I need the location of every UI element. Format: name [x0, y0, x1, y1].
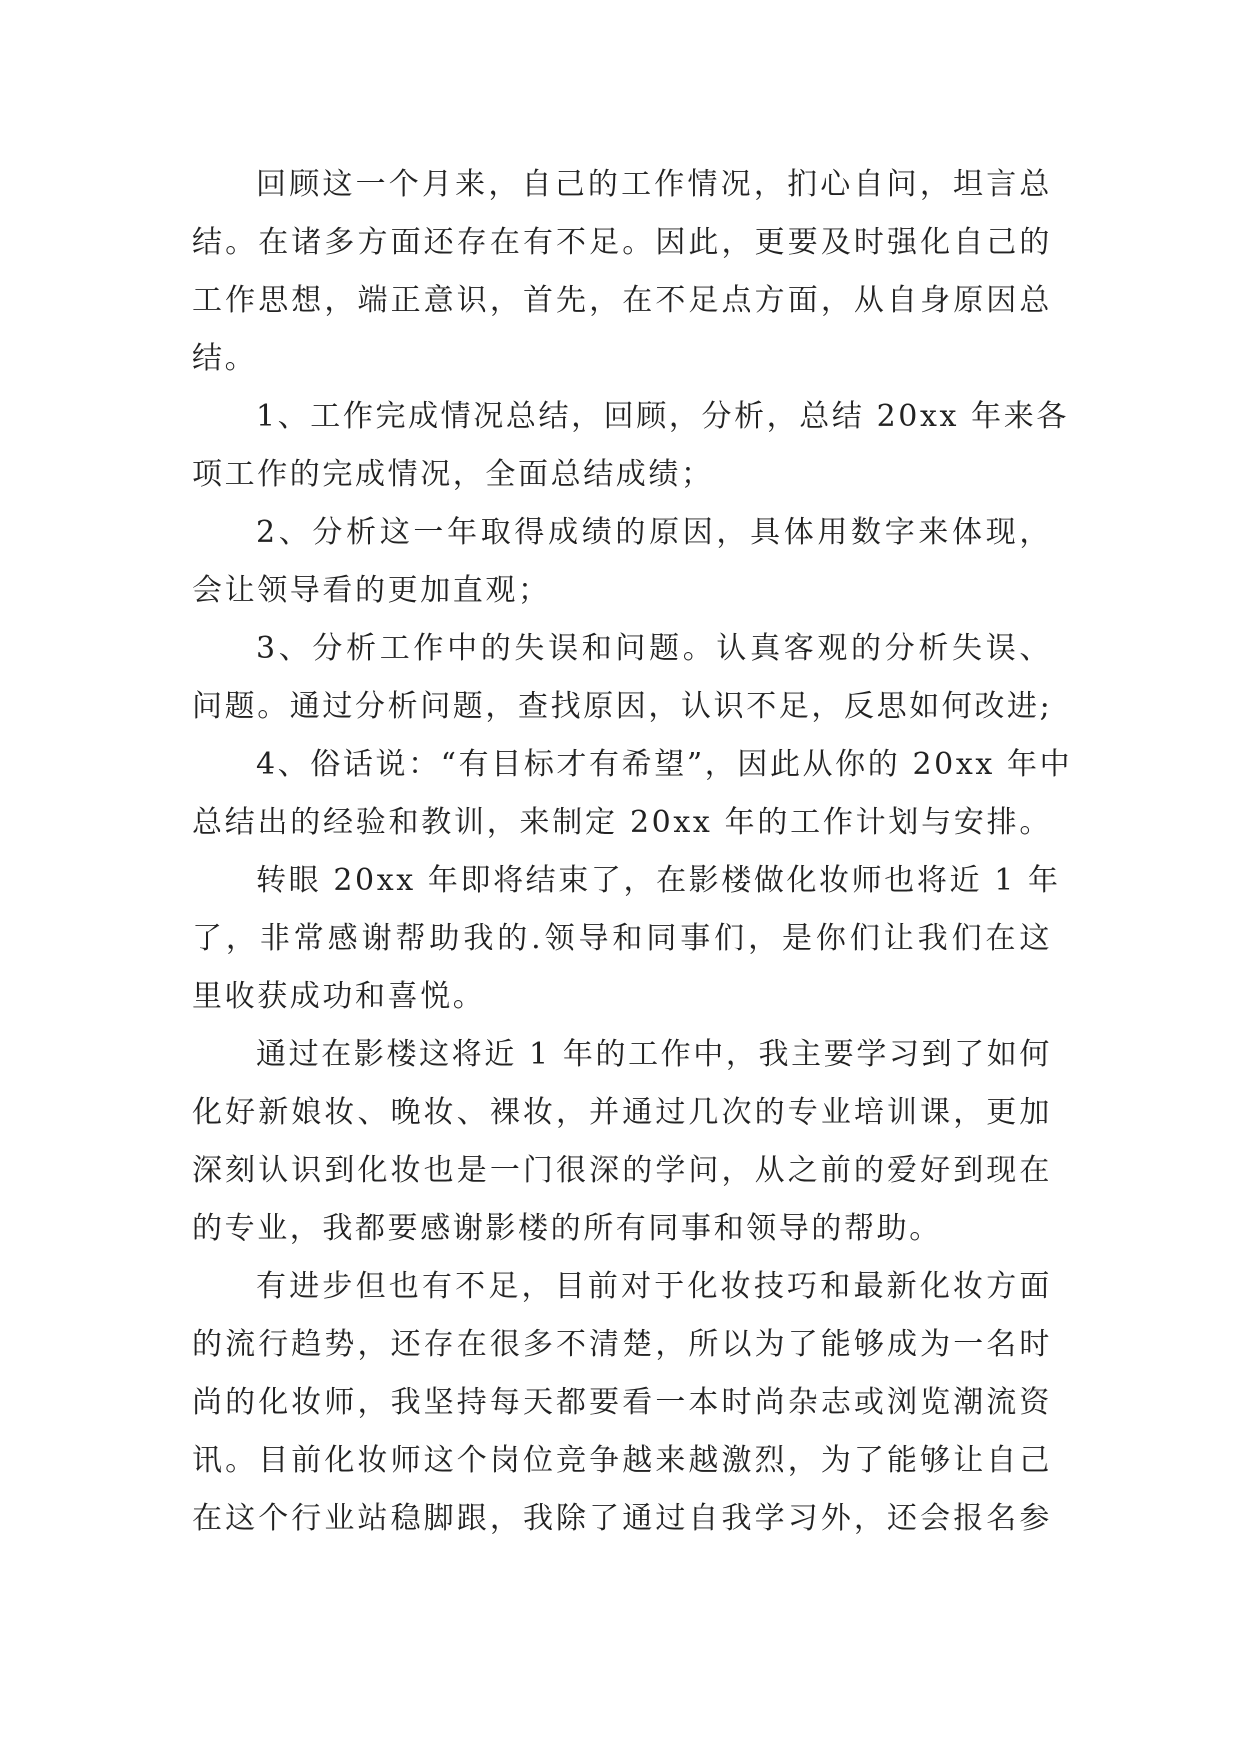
text-line: 了，非常感谢帮助我的.领导和同事们，是你们让我们在这 — [192, 921, 1052, 956]
list-item-3 — [192, 620, 1052, 736]
text-line: 总结出的经验和教训，来制定 20xx 年的工作计划与安排。 — [192, 805, 1052, 840]
text-line: 1、工作完成情况总结，回顾，分析，总结 20xx 年来各 — [256, 399, 1069, 434]
text-line: 在这个行业站稳脚跟，我除了通过自我学习外，还会报名参 — [192, 1501, 1052, 1536]
list-item-1 — [192, 388, 1069, 504]
text-line: 回顾这一个月来，自己的工作情况，扪心自问，坦言总 — [256, 167, 1052, 202]
text-line: 的专业，我都要感谢影楼的所有同事和领导的帮助。 — [192, 1211, 942, 1246]
text-line: 转眼 20xx 年即将结束了，在影楼做化妆师也将近 1 年 — [256, 863, 1061, 898]
text-line: 问题。通过分析问题，查找原因，认识不足，反思如何改进; — [192, 689, 1053, 724]
text-line: 讯。目前化妆师这个岗位竞争越来越激烈，为了能够让自己 — [192, 1443, 1052, 1478]
text-line: 结。 — [192, 341, 258, 376]
list-item-2 — [192, 504, 1052, 620]
paragraph-shortcomings — [192, 1258, 1052, 1548]
text-line: 有进步但也有不足，目前对于化妆技巧和最新化妆方面 — [256, 1269, 1052, 1304]
text-line: 4、俗话说：“有目标才有希望”，因此从你的 20xx 年中 — [256, 747, 1073, 782]
text-line: 工作思想，端正意识，首先，在不足点方面，从自身原因总 — [192, 283, 1052, 318]
text-line: 会让领导看的更加直观； — [192, 573, 551, 608]
text-line: 深刻认识到化妆也是一门很深的学问，从之前的爱好到现在 — [192, 1153, 1052, 1188]
document-body — [192, 156, 1073, 1548]
text-line: 的流行趋势，还存在很多不清楚，所以为了能够成为一名时 — [192, 1327, 1052, 1362]
text-line: 3、分析工作中的失误和问题。认真客观的分析失误、 — [256, 631, 1052, 666]
paragraph-reflection-intro — [192, 156, 1052, 388]
text-line: 里收获成功和喜悦。 — [192, 979, 486, 1014]
text-line: 结。在诸多方面还存在有不足。因此，更要及时强化自己的 — [192, 225, 1052, 260]
paragraph-learning — [192, 1026, 1052, 1258]
text-line: 尚的化妆师，我坚持每天都要看一本时尚杂志或浏览潮流资 — [192, 1385, 1052, 1420]
text-line: 通过在影楼这将近 1 年的工作中，我主要学习到了如何 — [256, 1037, 1052, 1072]
text-line: 化好新娘妆、晚妆、裸妆，并通过几次的专业培训课，更加 — [192, 1095, 1052, 1130]
list-item-4 — [192, 736, 1073, 852]
paragraph-year-ending — [192, 852, 1061, 1026]
text-line: 项工作的完成情况，全面总结成绩； — [192, 457, 714, 492]
text-line: 2、分析这一年取得成绩的原因，具体用数字来体现， — [256, 515, 1052, 550]
